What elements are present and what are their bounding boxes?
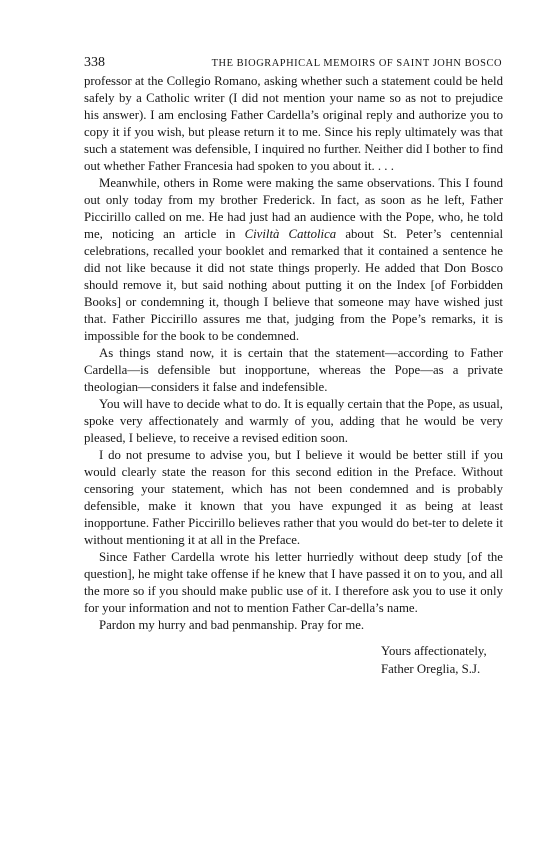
paragraph-meanwhile	[84, 175, 503, 345]
paragraph-text: Since Father Cardella wrote his letter hurriedly without deep study [of the question], he might take offense if he knew that I have passed it on to you, and all the more so if you should make public use of it. I therefore ask you to use it only for your information and not to mention Father Car-della’s name.	[84, 550, 503, 615]
closing-salutation: Yours affectionately,	[381, 644, 487, 658]
paragraph-text: As things stand now, it is certain that the statement—according to Father Cardella—is defensible but inopportune, whereas the Pope—as a private theologian—considers it false and indefensible.	[84, 346, 503, 394]
book-page	[84, 53, 503, 678]
running-head	[84, 53, 503, 73]
paragraph-text-after-italic: about St. Peter’s centennial celebrations, recalled your booklet and remarked that it contained a sentence he did not like because it did not state things properly. He added that Don Bosco should remove it, but said nothing about putting it on the Index [of Forbidden Books] or condemning it, though I believe that someone may have wished just that. Father Piccirillo assures me that, judging from the Pope’s remarks, it is impossible for the book to be condemned.	[84, 227, 503, 343]
paragraph-decide	[84, 396, 503, 447]
paragraph-things-stand	[84, 345, 503, 396]
page-number: 338	[84, 55, 105, 70]
paragraph-text: Pardon my hurry and bad penmanship. Pray for me.	[99, 618, 365, 632]
letter-body	[84, 73, 503, 634]
paragraph-advise	[84, 447, 503, 549]
paragraph-continuation	[84, 73, 503, 175]
paragraph-pardon	[84, 617, 503, 634]
running-head-title: THE BIOGRAPHICAL MEMOIRS OF SAINT JOHN BOSCO	[211, 58, 502, 69]
paragraph-text-before-italic: Meanwhile, others in Rome were making the same observations. This I found out only today from my brother Frederick. In fact, as soon as he left, Father Piccirillo called on me. He had just had an audience with the Pope, who, he told me, noticing an article in	[84, 176, 503, 241]
letter-closing	[84, 642, 503, 678]
paragraph-text: professor at the Collegio Romano, asking whether such a statement could be held safely by a Catholic writer (I did not mention your name so as not to prejudice his answer). I am enclosing Father Cardella’s original reply and authorize you to copy it if you wish, but please return it to me. Since his reply ultimately was that such a statement was defensible, I inquired no further. Neither did I bother to find out whether Father Francesia had spoken to you about it. . . .	[84, 74, 503, 173]
paragraph-text: You will have to decide what to do. It is equally certain that the Pope, as usual, spoke very affectionately and warmly of you, adding that he would be very pleased, I believe, to receive a revised edition soon.	[84, 397, 503, 445]
paragraph-cardella	[84, 549, 503, 617]
closing-signature: Father Oreglia, S.J.	[381, 662, 481, 676]
italic-title: Civiltà Cattolica	[244, 227, 337, 241]
paragraph-text: I do not presume to advise you, but I believe it would be better still if you would clearly state the reason for this second edition in the Preface. Without censoring your statement, which has not been condemned and is probably defensible, make it known that you have expunged it as being at least inopportune. Father Piccirillo believes rather that you would do bet-ter to delete it without mentioning it at all in the Preface.	[84, 448, 503, 547]
